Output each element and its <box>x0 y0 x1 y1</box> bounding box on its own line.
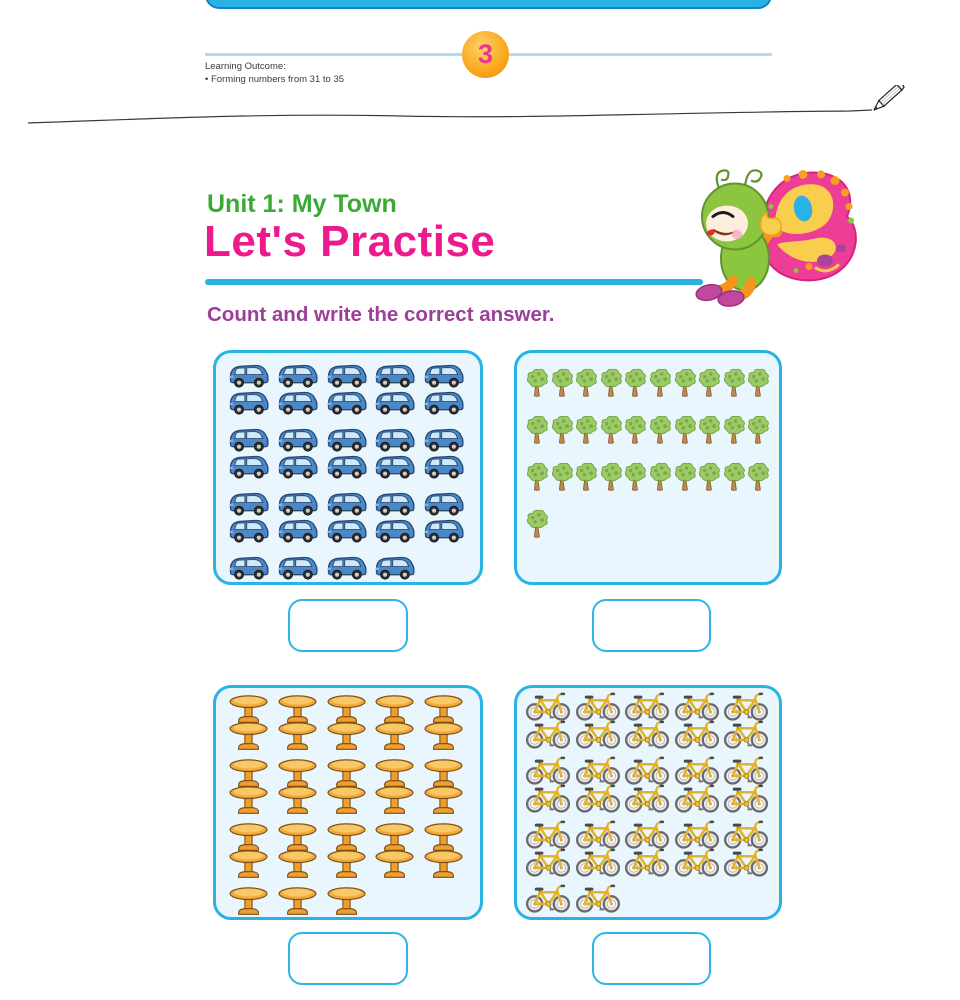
tree-icon <box>623 367 648 401</box>
table-icon <box>226 851 275 878</box>
tree-icon <box>648 414 673 448</box>
tree-icon <box>525 414 550 448</box>
car-icon <box>275 516 324 543</box>
page-title: Let's Practise <box>204 217 496 266</box>
table-icon <box>275 824 324 851</box>
table-icon <box>226 824 275 851</box>
table-icon <box>421 824 470 851</box>
tree-icon <box>525 367 550 401</box>
bicycle-icon <box>575 884 625 912</box>
tree-icon <box>722 367 747 401</box>
table-icon <box>372 696 421 723</box>
table-icon <box>275 760 324 787</box>
tree-icon <box>722 461 747 495</box>
answer-box-trees[interactable] <box>592 599 711 652</box>
icon-row <box>525 461 771 495</box>
bicycle-icon <box>674 720 724 748</box>
tree-icon <box>673 367 698 401</box>
icon-row <box>525 414 771 448</box>
table-icon <box>421 723 470 750</box>
bicycle-icon <box>525 848 575 876</box>
tree-icon <box>697 414 722 448</box>
tree-icon <box>599 414 624 448</box>
tree-icon <box>525 461 550 495</box>
table-icon <box>421 760 470 787</box>
tree-icon <box>648 461 673 495</box>
table-icon <box>372 851 421 878</box>
count-box-tables <box>213 685 483 920</box>
answer-box-bicycles[interactable] <box>592 932 711 985</box>
icon-row <box>226 888 470 915</box>
table-icon <box>324 824 373 851</box>
icon-row <box>525 508 771 542</box>
icon-row <box>226 516 470 543</box>
previous-page-box-edge <box>205 0 772 9</box>
icon-row <box>226 824 470 851</box>
bicycle-icon <box>723 720 773 748</box>
tree-icon <box>574 367 599 401</box>
table-icon <box>372 723 421 750</box>
table-icon <box>324 723 373 750</box>
icon-row <box>525 884 771 912</box>
unit-title: Unit 1: My Town <box>207 190 397 218</box>
tree-icon <box>746 461 771 495</box>
bicycle-icon <box>723 784 773 812</box>
table-icon <box>226 723 275 750</box>
icon-row <box>226 452 470 479</box>
tree-icon <box>648 367 673 401</box>
bicycle-icon <box>575 848 625 876</box>
car-icon <box>421 388 470 415</box>
table-icon <box>226 787 275 814</box>
table-icon <box>421 787 470 814</box>
table-icon <box>324 760 373 787</box>
tree-icon <box>525 508 550 542</box>
table-icon <box>421 851 470 878</box>
learning-outcome-item: • Forming numbers from 31 to 35 <box>205 73 345 85</box>
car-icon <box>324 516 373 543</box>
car-icon <box>372 452 421 479</box>
icon-row <box>226 696 470 723</box>
table-icon <box>226 888 275 915</box>
tree-icon <box>722 414 747 448</box>
tree-icon <box>623 414 648 448</box>
icon-row <box>525 720 771 748</box>
car-icon <box>421 516 470 543</box>
table-icon <box>226 696 275 723</box>
tree-icon <box>697 461 722 495</box>
icon-row <box>226 553 470 580</box>
icon-row <box>226 760 470 787</box>
bicycle-icon <box>674 784 724 812</box>
page-number-badge <box>462 31 509 78</box>
tree-icon <box>599 461 624 495</box>
table-icon <box>324 888 373 915</box>
car-icon <box>275 452 324 479</box>
count-box-trees <box>514 350 782 585</box>
bicycle-icon <box>723 848 773 876</box>
icon-row <box>226 723 470 750</box>
tree-icon <box>746 414 771 448</box>
car-icon <box>226 388 275 415</box>
pencil-icon <box>871 85 905 113</box>
table-icon <box>275 888 324 915</box>
tree-icon <box>623 461 648 495</box>
car-icon <box>421 452 470 479</box>
car-icon <box>372 553 421 580</box>
count-box-bicycles <box>514 685 782 920</box>
car-icon <box>226 452 275 479</box>
page-number: 3 <box>477 39 494 69</box>
bicycle-icon <box>674 848 724 876</box>
bicycle-icon <box>575 784 625 812</box>
learning-outcome <box>205 61 344 87</box>
tree-icon <box>574 414 599 448</box>
car-icon <box>275 553 324 580</box>
car-icon <box>324 388 373 415</box>
tree-icon <box>673 461 698 495</box>
bicycle-icon <box>525 884 575 912</box>
learning-outcome-label: Learning Outcome: <box>205 61 286 72</box>
car-icon <box>372 388 421 415</box>
table-icon <box>324 787 373 814</box>
tree-icon <box>599 367 624 401</box>
page-tear-line <box>0 85 960 143</box>
car-icon <box>324 452 373 479</box>
icon-row <box>226 787 470 814</box>
table-icon <box>421 696 470 723</box>
car-icon <box>324 553 373 580</box>
bicycle-icon <box>575 720 625 748</box>
instruction-text: Count and write the correct answer. <box>207 303 555 326</box>
bicycle-icon <box>525 720 575 748</box>
table-icon <box>275 723 324 750</box>
tree-icon <box>574 461 599 495</box>
tree-icon <box>673 414 698 448</box>
table-icon <box>324 851 373 878</box>
car-icon <box>372 516 421 543</box>
car-icon <box>226 553 275 580</box>
icon-row <box>525 784 771 812</box>
bicycle-icon <box>624 848 674 876</box>
table-icon <box>372 787 421 814</box>
bicycle-icon <box>624 720 674 748</box>
table-icon <box>275 696 324 723</box>
bicycle-icon <box>624 784 674 812</box>
butterfly-mascot <box>675 165 860 310</box>
table-icon <box>324 696 373 723</box>
tree-icon <box>697 367 722 401</box>
icon-row <box>226 388 470 415</box>
car-icon <box>226 516 275 543</box>
icon-row <box>525 848 771 876</box>
table-icon <box>275 787 324 814</box>
car-icon <box>275 388 324 415</box>
count-box-cars <box>213 350 483 585</box>
table-icon <box>372 824 421 851</box>
bicycle-icon <box>525 784 575 812</box>
tree-icon <box>550 367 575 401</box>
table-icon <box>372 760 421 787</box>
table-icon <box>275 851 324 878</box>
answer-box-cars[interactable] <box>288 599 408 652</box>
icon-row <box>226 851 470 878</box>
icon-row <box>525 367 771 401</box>
tree-icon <box>550 461 575 495</box>
table-icon <box>226 760 275 787</box>
tree-icon <box>746 367 771 401</box>
answer-box-tables[interactable] <box>288 932 408 985</box>
tree-icon <box>550 414 575 448</box>
title-underline <box>205 279 703 285</box>
